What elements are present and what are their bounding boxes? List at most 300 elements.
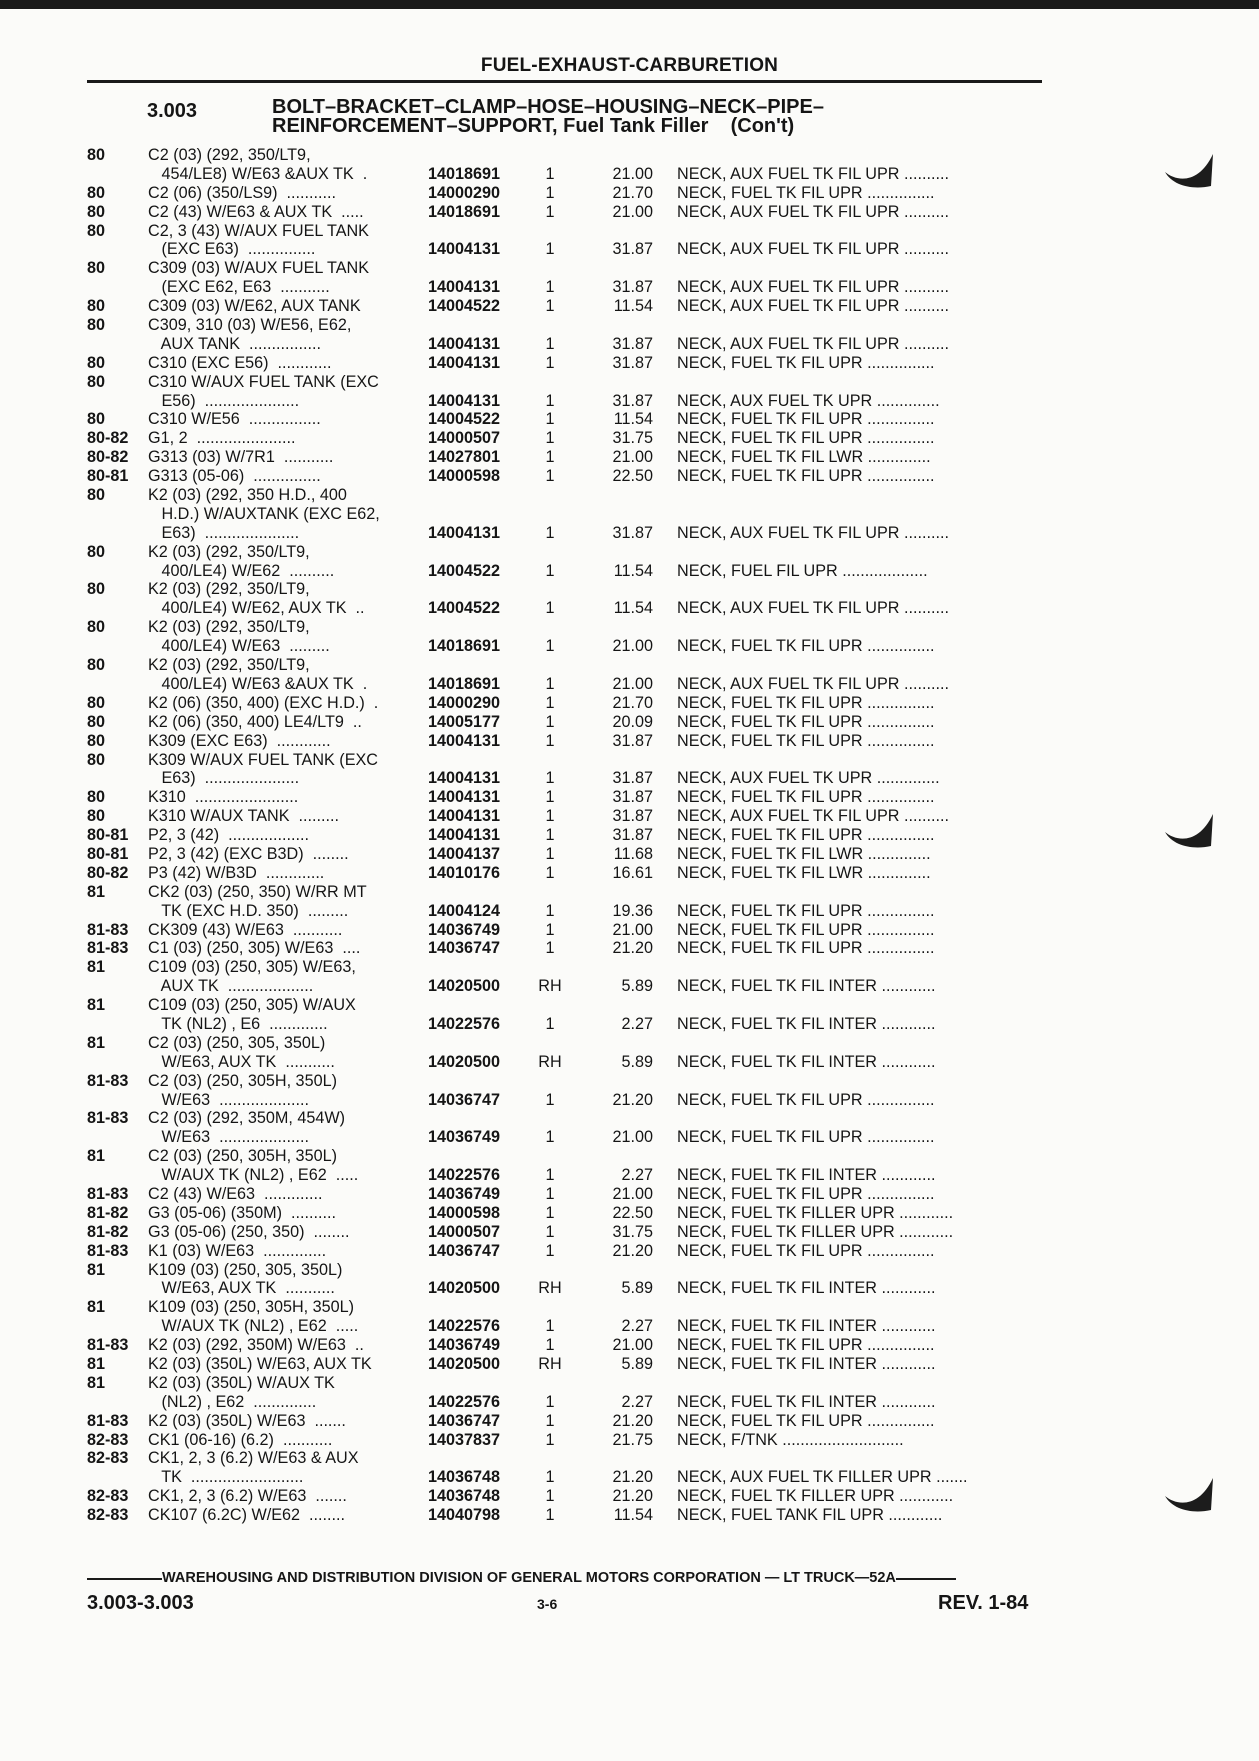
row-year: 81-82 (87, 1203, 129, 1222)
table-row (0, 921, 1259, 940)
table-row (0, 316, 1259, 335)
row-part-name: NECK, FUEL TK FIL UPR ............... (677, 1128, 935, 1147)
row-part-number: 14000290 (428, 693, 501, 712)
table-row (0, 902, 1259, 921)
row-quantity: 1 (545, 693, 555, 712)
row-price: 21.00 (612, 637, 653, 656)
row-model-description: (NL2) , E62 .............. (148, 1392, 317, 1411)
row-part-number: 14018691 (428, 674, 501, 693)
row-price: 21.20 (612, 1411, 653, 1430)
table-row (0, 1223, 1259, 1242)
row-model-description: C2 (43) W/E63 & AUX TK ..... (148, 202, 364, 221)
row-model-description: K109 (03) (250, 305, 350L) (148, 1260, 343, 1279)
table-row (0, 1072, 1259, 1091)
binder-hole-shadow (1163, 810, 1215, 850)
row-model-description: C2, 3 (43) W/AUX FUEL TANK (148, 221, 369, 240)
table-row (0, 1487, 1259, 1506)
table-row (0, 562, 1259, 581)
row-part-name: NECK, FUEL TK FIL LWR .............. (677, 844, 931, 863)
row-part-number: 14000507 (428, 1222, 501, 1241)
row-quantity: 1 (545, 769, 555, 788)
row-part-name: NECK, AUX FUEL TK FIL UPR .......... (677, 164, 949, 183)
row-part-name: NECK, FUEL TK FIL UPR ............... (677, 467, 935, 486)
table-row (0, 222, 1259, 241)
row-year: 80 (87, 372, 106, 391)
row-price: 21.00 (612, 674, 653, 693)
row-model-description: (EXC E63) ............... (148, 240, 316, 259)
row-model-description: E63) ..................... (148, 769, 300, 788)
row-quantity: RH (538, 1052, 562, 1071)
row-part-number: 14018691 (428, 637, 501, 656)
table-row (0, 1431, 1259, 1450)
table-row (0, 599, 1259, 618)
row-quantity: 1 (545, 1166, 555, 1185)
row-model-description: W/AUX TK (NL2) , E62 ..... (148, 1166, 359, 1185)
row-price: 5.89 (621, 977, 653, 996)
row-part-name: NECK, FUEL TK FIL INTER ............ (677, 1166, 936, 1185)
row-quantity: 1 (545, 353, 555, 372)
row-price: 31.87 (612, 334, 653, 353)
row-model-description: CK1 (06-16) (6.2) ........... (148, 1430, 333, 1449)
table-row (0, 278, 1259, 297)
row-part-name: NECK, FUEL TK FIL UPR ............... (677, 920, 935, 939)
table-row (0, 1355, 1259, 1374)
row-model-description: G3 (05-06) (250, 350) ........ (148, 1222, 350, 1241)
row-quantity: 1 (545, 202, 555, 221)
row-model-description: C2 (03) (250, 305H, 350L) (148, 1071, 337, 1090)
row-part-number: 14004131 (428, 278, 501, 297)
row-year: 81 (87, 996, 106, 1015)
row-price: 20.09 (612, 712, 653, 731)
table-row (0, 732, 1259, 751)
row-model-description: TK (EXC H.D. 350) ......... (148, 901, 349, 920)
row-year: 80 (87, 618, 106, 637)
row-year: 80 (87, 656, 106, 675)
row-model-description: K109 (03) (250, 305H, 350L) (148, 1298, 355, 1317)
row-part-number: 14018691 (428, 164, 501, 183)
row-model-description: P3 (42) W/B3D ............. (148, 863, 325, 882)
row-year: 81-83 (87, 1109, 129, 1128)
row-year: 80 (87, 221, 106, 240)
row-year: 80 (87, 353, 106, 372)
table-row (0, 694, 1259, 713)
row-price: 21.20 (612, 1241, 653, 1260)
row-part-name: NECK, FUEL TK FIL LWR .............. (677, 863, 931, 882)
row-year: 80-81 (87, 826, 129, 845)
row-model-description: P2, 3 (42) .................. (148, 826, 310, 845)
row-model-description: K2 (03) (292, 350/LT9, (148, 542, 310, 561)
row-model-description: K2 (03) (350L) W/AUX TK (148, 1373, 335, 1392)
row-part-number: 14040798 (428, 1506, 501, 1525)
row-model-description: C309 (03) W/E62, AUX TANK (148, 297, 361, 316)
row-price: 31.87 (612, 353, 653, 372)
row-model-description: K309 (EXC E63) ............ (148, 731, 331, 750)
row-price: 5.89 (621, 1355, 653, 1373)
row-part-number: 14000290 (428, 183, 501, 202)
row-part-number: 14022576 (428, 1166, 501, 1185)
row-model-description: K2 (06) (350, 400) LE4/LT9 .. (148, 712, 362, 731)
row-quantity: 1 (545, 1468, 555, 1487)
row-year: 82-83 (87, 1487, 129, 1506)
row-price: 21.20 (612, 1468, 653, 1487)
row-model-description: K310 ....................... (148, 788, 299, 807)
row-model-description: C310 W/E56 ................ (148, 410, 321, 429)
table-row (0, 1506, 1259, 1525)
row-model-description: E56) ..................... (148, 391, 300, 410)
row-quantity: 1 (545, 448, 555, 467)
row-part-number: 14036747 (428, 1241, 501, 1260)
footer-rule-right (896, 1578, 956, 1580)
row-quantity: 1 (545, 334, 555, 353)
row-price: 21.00 (612, 920, 653, 939)
row-model-description: CK107 (6.2C) W/E62 ........ (148, 1506, 346, 1525)
table-row (0, 448, 1259, 467)
row-year: 81 (87, 1298, 106, 1317)
row-part-number: 14036749 (428, 1128, 501, 1147)
row-model-description: K2 (03) (292, 350M) W/E63 .. (148, 1336, 364, 1355)
table-row (0, 240, 1259, 259)
row-part-name: NECK, FUEL TK FILLER UPR ............ (677, 1222, 954, 1241)
row-model-description: C2 (03) (250, 305H, 350L) (148, 1147, 337, 1166)
row-price: 31.87 (612, 788, 653, 807)
row-price: 5.89 (621, 1052, 653, 1071)
table-row (0, 1317, 1259, 1336)
table-row (0, 1109, 1259, 1128)
row-part-name: NECK, FUEL TK FIL UPR ............... (677, 731, 935, 750)
row-part-name: NECK, AUX FUEL TK FIL UPR .......... (677, 297, 949, 316)
group-number: 3.003 (147, 100, 198, 122)
row-model-description: G313 (03) W/7R1 ........... (148, 448, 334, 467)
row-part-name: NECK, FUEL TK FIL INTER ............ (677, 1279, 936, 1298)
row-model-description: P2, 3 (42) (EXC B3D) ........ (148, 844, 349, 863)
row-model-description: W/AUX TK (NL2) , E62 ..... (148, 1317, 359, 1336)
footer-page-number: 3-6 (537, 1596, 558, 1612)
row-part-number: 14004124 (428, 901, 501, 920)
table-row (0, 1034, 1259, 1053)
row-part-number: 14004131 (428, 391, 501, 410)
table-row (0, 335, 1259, 354)
row-part-number: 14004522 (428, 297, 501, 316)
row-part-name: NECK, FUEL TK FIL UPR ............... (677, 712, 935, 731)
row-year: 81 (87, 1355, 106, 1373)
table-row (0, 996, 1259, 1015)
row-quantity: 1 (545, 637, 555, 656)
table-row (0, 1185, 1259, 1204)
row-model-description: CK309 (43) W/E63 ........... (148, 920, 343, 939)
footer-rule-left (87, 1578, 162, 1580)
row-part-number: 14004131 (428, 523, 501, 542)
row-price: 31.87 (612, 278, 653, 297)
row-price: 11.54 (613, 1506, 653, 1525)
table-row (0, 1449, 1259, 1468)
row-year: 80 (87, 788, 106, 807)
row-part-number: 14037837 (428, 1430, 501, 1449)
row-price: 21.00 (612, 1184, 653, 1203)
row-part-number: 14004137 (428, 844, 501, 863)
row-model-description: (EXC E62, E63 ........... (148, 278, 330, 297)
table-row (0, 1242, 1259, 1261)
row-model-description: W/E63 .................... (148, 1090, 310, 1109)
table-row (0, 1298, 1259, 1317)
table-row (0, 713, 1259, 732)
row-model-description: C2 (06) (350/LS9) ........... (148, 183, 337, 202)
parts-list (0, 146, 1259, 1525)
row-year: 80 (87, 542, 106, 561)
row-quantity: 1 (545, 1430, 555, 1449)
row-quantity: 1 (545, 1128, 555, 1147)
row-price: 21.00 (612, 1336, 653, 1355)
row-price: 31.87 (612, 391, 653, 410)
row-model-description: TK (NL2) , E6 ............. (148, 1014, 328, 1033)
row-model-description: CK2 (03) (250, 350) W/RR MT (148, 882, 367, 901)
row-year: 81 (87, 958, 106, 977)
table-row (0, 1128, 1259, 1147)
row-model-description: C109 (03) (250, 305) W/E63, (148, 958, 356, 977)
table-row (0, 788, 1259, 807)
row-part-number: 14004131 (428, 731, 501, 750)
row-price: 5.89 (621, 1279, 653, 1298)
row-part-name: NECK, FUEL TK FIL INTER ............ (677, 1014, 936, 1033)
row-part-number: 14004131 (428, 788, 501, 807)
row-model-description: C1 (03) (250, 305) W/E63 .... (148, 939, 361, 958)
row-part-name: NECK, AUX FUEL TK FIL UPR .......... (677, 278, 949, 297)
row-price: 21.20 (612, 1487, 653, 1506)
row-part-number: 14036749 (428, 1336, 501, 1355)
row-year: 81-83 (87, 1411, 129, 1430)
row-model-description: 400/LE4) W/E62 .......... (148, 561, 335, 580)
row-model-description: C309, 310 (03) W/E56, E62, (148, 316, 352, 335)
row-year: 81-83 (87, 1071, 129, 1090)
row-year: 80 (87, 731, 106, 750)
row-year: 80 (87, 486, 106, 505)
row-part-number: 14004131 (428, 334, 501, 353)
table-row (0, 486, 1259, 505)
row-model-description: K2 (03) (292, 350/LT9, (148, 618, 310, 637)
row-quantity: 1 (545, 674, 555, 693)
row-part-name: NECK, FUEL TK FIL UPR ............... (677, 826, 935, 845)
table-row (0, 373, 1259, 392)
row-part-name: NECK, FUEL TK FIL UPR ............... (677, 429, 935, 448)
row-quantity: 1 (545, 410, 555, 429)
row-price: 21.75 (612, 1430, 653, 1449)
row-year: 81-83 (87, 1241, 129, 1260)
row-model-description: 400/LE4) W/E62, AUX TK .. (148, 599, 365, 618)
row-model-description: C309 (03) W/AUX FUEL TANK (148, 259, 369, 278)
row-price: 31.87 (612, 240, 653, 259)
row-model-description: G1, 2 ...................... (148, 429, 296, 448)
row-price: 21.70 (612, 183, 653, 202)
row-model-description: AUX TK ................... (148, 977, 314, 996)
row-part-number: 14018691 (428, 202, 501, 221)
row-price: 11.68 (613, 844, 653, 863)
row-price: 21.70 (612, 693, 653, 712)
row-quantity: RH (538, 1355, 562, 1373)
row-part-number: 14036747 (428, 1411, 501, 1430)
row-price: 31.75 (612, 1222, 653, 1241)
table-row (0, 845, 1259, 864)
row-quantity: 1 (545, 1411, 555, 1430)
row-model-description: K309 W/AUX FUEL TANK (EXC (148, 750, 378, 769)
footer-division-text: WAREHOUSING AND DISTRIBUTION DIVISION OF GENERAL MOTORS CORPORATION — LT TRUCK—52A (162, 1570, 896, 1586)
row-part-number: 14036747 (428, 1090, 501, 1109)
row-part-number: 14005177 (428, 712, 501, 731)
row-price: 2.27 (621, 1014, 653, 1033)
row-year: 80 (87, 316, 106, 335)
row-part-number: 14004131 (428, 826, 501, 845)
row-year: 80-81 (87, 467, 129, 486)
row-year: 80-82 (87, 448, 129, 467)
row-part-name: NECK, FUEL TK FIL LWR .............. (677, 448, 931, 467)
row-quantity: 1 (545, 164, 555, 183)
row-price: 11.54 (613, 297, 653, 316)
row-price: 19.36 (612, 901, 653, 920)
row-model-description: 400/LE4) W/E63 &AUX TK . (148, 674, 368, 693)
row-quantity: 1 (545, 1090, 555, 1109)
table-row (0, 297, 1259, 316)
row-quantity: 1 (545, 561, 555, 580)
row-quantity: RH (538, 977, 562, 996)
row-part-name: NECK, FUEL TK FIL UPR ............... (677, 939, 935, 958)
row-quantity: 1 (545, 1506, 555, 1525)
row-year: 80 (87, 146, 106, 164)
row-quantity: 1 (545, 788, 555, 807)
row-model-description: G3 (05-06) (350M) .......... (148, 1203, 337, 1222)
row-part-name: NECK, FUEL TK FIL UPR ............... (677, 637, 935, 656)
row-price: 21.00 (612, 1128, 653, 1147)
table-row (0, 1147, 1259, 1166)
row-price: 22.50 (612, 467, 653, 486)
table-row (0, 769, 1259, 788)
row-price: 11.54 (613, 561, 653, 580)
row-part-name: NECK, FUEL TK FIL UPR ............... (677, 1241, 935, 1260)
row-year: 81 (87, 1147, 106, 1166)
row-year: 82-83 (87, 1506, 129, 1525)
table-row (0, 354, 1259, 373)
row-year: 81 (87, 882, 106, 901)
row-part-number: 14027801 (428, 448, 501, 467)
row-year: 80 (87, 183, 106, 202)
row-part-name: NECK, FUEL TK FIL UPR ............... (677, 1090, 935, 1109)
row-part-number: 14022576 (428, 1392, 501, 1411)
row-model-description: AUX TANK ................ (148, 334, 322, 353)
row-price: 11.54 (613, 599, 653, 618)
table-row (0, 883, 1259, 902)
row-year: 80 (87, 297, 106, 316)
row-part-name: NECK, AUX FUEL TK FIL UPR .......... (677, 674, 949, 693)
row-price: 2.27 (621, 1317, 653, 1336)
row-quantity: 1 (545, 1336, 555, 1355)
row-part-name: NECK, AUX FUEL TK UPR .............. (677, 391, 940, 410)
row-quantity: 1 (545, 1222, 555, 1241)
row-year: 82-83 (87, 1430, 129, 1449)
footer-section-range: 3.003-3.003 (87, 1592, 194, 1614)
row-quantity: 1 (545, 807, 555, 826)
table-row (0, 259, 1259, 278)
row-quantity: 1 (545, 939, 555, 958)
table-row (0, 826, 1259, 845)
row-quantity: 1 (545, 278, 555, 297)
table-row (0, 165, 1259, 184)
row-part-number: 14036749 (428, 920, 501, 939)
row-price: 21.20 (612, 1090, 653, 1109)
table-row (0, 1468, 1259, 1487)
table-row (0, 1279, 1259, 1298)
table-row (0, 1374, 1259, 1393)
row-quantity: 1 (545, 1392, 555, 1411)
row-part-number: 14036748 (428, 1487, 501, 1506)
row-quantity: 1 (545, 712, 555, 731)
footer-revision: REV. 1-84 (938, 1592, 1029, 1614)
row-part-name: NECK, FUEL TK FILLER UPR ............ (677, 1487, 954, 1506)
table-row (0, 392, 1259, 411)
row-part-name: NECK, FUEL TK FIL UPR ............... (677, 1411, 935, 1430)
row-price: 22.50 (612, 1203, 653, 1222)
row-year: 81 (87, 1033, 106, 1052)
row-part-name: NECK, FUEL FIL UPR ................... (677, 561, 928, 580)
row-price: 11.54 (613, 410, 653, 429)
row-model-description: CK1, 2, 3 (6.2) W/E63 & AUX (148, 1449, 359, 1468)
row-quantity: RH (538, 1279, 562, 1298)
row-quantity: 1 (545, 429, 555, 448)
row-price: 31.75 (612, 429, 653, 448)
row-year: 81 (87, 1373, 106, 1392)
row-quantity: 1 (545, 920, 555, 939)
row-part-number: 14004522 (428, 599, 501, 618)
row-year: 80 (87, 202, 106, 221)
row-quantity: 1 (545, 1014, 555, 1033)
row-model-description: C2 (03) (292, 350M, 454W) (148, 1109, 346, 1128)
row-model-description: C310 (EXC E56) ............ (148, 353, 332, 372)
row-part-number: 14010176 (428, 863, 501, 882)
binder-hole-shadow (1163, 1474, 1215, 1514)
row-model-description: K2 (06) (350, 400) (EXC H.D.) . (148, 693, 379, 712)
row-model-description: K310 W/AUX TANK ......... (148, 807, 340, 826)
table-row (0, 1393, 1259, 1412)
row-price: 21.00 (612, 202, 653, 221)
row-part-name: NECK, FUEL TK FIL UPR ............... (677, 788, 935, 807)
table-row (0, 656, 1259, 675)
row-model-description: K1 (03) W/E63 .............. (148, 1241, 327, 1260)
row-year: 81 (87, 1260, 106, 1279)
row-year: 80-82 (87, 429, 129, 448)
row-year: 81-83 (87, 1184, 129, 1203)
row-price: 21.20 (612, 939, 653, 958)
footer-division-line (87, 1570, 1042, 1592)
section-heading: FUEL-EXHAUST-CARBURETION (480, 55, 779, 76)
table-row (0, 1053, 1259, 1072)
row-model-description: 400/LE4) W/E63 ......... (148, 637, 330, 656)
row-part-number: 14004131 (428, 240, 501, 259)
row-price: 31.87 (612, 807, 653, 826)
row-quantity: 1 (545, 467, 555, 486)
table-row (0, 1091, 1259, 1110)
row-model-description: K2 (03) (350L) W/E63 ....... (148, 1411, 346, 1430)
row-part-name: NECK, FUEL TK FIL UPR ............... (677, 410, 935, 429)
row-quantity: 1 (545, 1487, 555, 1506)
heading-rule (87, 80, 1042, 83)
table-row (0, 637, 1259, 656)
row-part-number: 14004131 (428, 769, 501, 788)
row-quantity: 1 (545, 1184, 555, 1203)
row-part-number: 14004522 (428, 561, 501, 580)
row-part-name: NECK, AUX FUEL TK FILLER UPR ....... (677, 1468, 968, 1487)
row-part-name: NECK, FUEL TK FIL INTER ............ (677, 1355, 936, 1373)
row-part-name: NECK, FUEL TK FIL UPR ............... (677, 693, 935, 712)
row-price: 21.00 (612, 164, 653, 183)
row-part-number: 14022576 (428, 1317, 501, 1336)
row-model-description: W/E63 .................... (148, 1128, 310, 1147)
row-model-description: E63) ..................... (148, 523, 300, 542)
